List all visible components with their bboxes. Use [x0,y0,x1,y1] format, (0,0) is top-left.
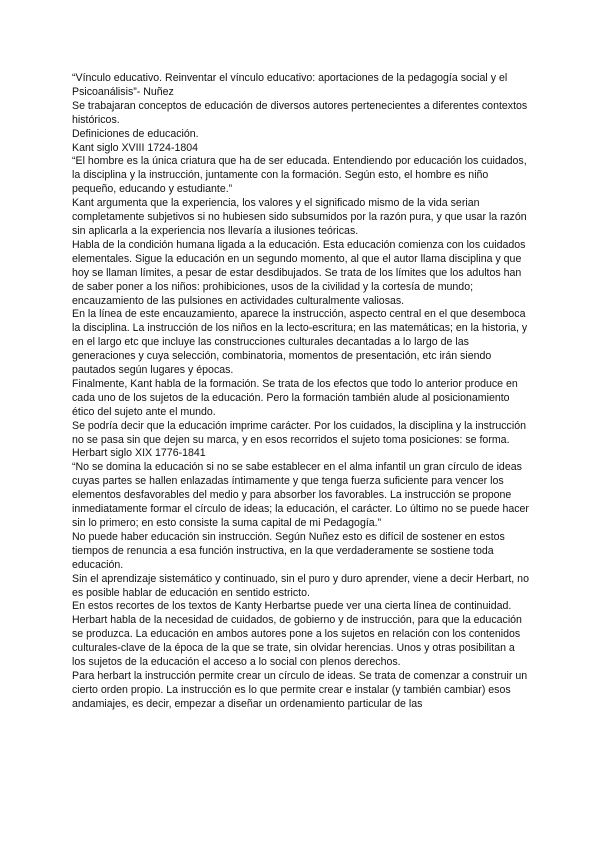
author-heading-herbart: Herbart siglo XIX 1776-1841 [72,447,206,460]
body-paragraph: En estos recortes de los textos de Kanty Herbartse puede ver una cierta línea de continuidad. Herbart habla de la necesidad de cuidados, de gobierno y de instrucción, para que la educación se produzca. La educación en ambos autores pone a los sujetos en relación con los contenidos culturales-clave de la época de la que se trate, sin olvidar herencias. Unos y otras posibilitan a los sujetos de la educación el acceso a lo social con plenos derechos. [72,600,522,669]
section-heading: Definiciones de educación. [72,127,199,140]
body-paragraph: Habla de la condición humana ligada a la educación. Esta educación comienza con los cuidados elementales. Sigue la educación en un segundo momento, al que el autor llama disciplina y que hoy se llaman límites, a pesar de estar desdibujados. Se trata de los límites que los adultos han de saber poner a los niños: prohibiciones, usos de la civilidad y la cortesía de mundo; encauzamiento de las pulsiones en actividades culturalmente valiosas. [72,238,526,307]
body-paragraph: En la línea de este encauzamiento, aparece la instrucción, aspecto central en el que desemboca la disciplina. La instrucción de los niños en la lecto-escritura; en las matemáticas; en la historia, y en el largo etc que incluye las construcciones culturales decantadas a lo largo de las generaciones y cuya selección, combinatoria, momentos de presentación, etc irán siendo pautados según lugares y épocas. [72,308,528,377]
body-paragraph: Se podría decir que la educación imprime carácter. Por los cuidados, la disciplina y la instrucción no se pasa sin que dejen su marca, y en esos recorridos el sujeto toma posiciones: se forma. [72,419,526,446]
author-heading-kant: Kant siglo XVIII 1724-1804 [72,141,199,154]
kant-quote: “El hombre es la única criatura que ha de ser educada. Entendiendo por educación los cuidados, la disciplina y la instrucción, juntamente con la formación. Según esto, el hombre es niño pequeño, educando y estudiante.” [72,155,527,196]
document-title: “Vínculo educativo. Reinventar el vínculo educativo: aportaciones de la pedagogía social y el Psicoanálisis”- Nuñez [72,72,508,98]
intro-paragraph: Se trabajaran conceptos de educación de diversos autores pertenecientes a diferentes contextos históricos. [72,99,528,126]
body-paragraph: No puede haber educación sin instrucción. Según Nuñez esto es difícil de sostener en estos tiempos de renuncia a esa función instructiva, en la que verdaderamente se sostiene toda educación. [72,530,505,571]
body-paragraph: Sin el aprendizaje sistemático y continuado, sin el puro y duro aprender, viene a decir Herbart, no es posible hablar de educación en sentido estricto. [72,572,529,599]
body-paragraph: Kant argumenta que la experiencia, los valores y el significado mismo de la vida serian completamente subjetivos si no hubiesen sido subsumidos por la razón pura, y que usar la razón sin aplicarla a la experiencia nos llevaría a ilusiones teóricas. [72,197,527,237]
body-paragraph: Finalmente, Kant habla de la formación. Se trata de los efectos que todo lo anterior produce en cada uno de los sujetos de la educación. Pero la formación también alude al posicionamiento ético del sujeto ante el mundo. [72,377,518,418]
herbart-quote: “No se domina la educación si no se sabe establecer en el alma infantil un gran círculo de ideas cuyas partes se hallen enlazadas íntimamente y que tenga fuerza suficiente para vencer los elementos desfavorables del medio y para absorber los favorables. La instrucción se propone inmediatamente formar el círculo de ideas; la educación, el carácter. Lo último no se puede hacer sin lo primero; en esto consiste la suma capital de mi Pedagogía.” [72,461,529,529]
body-paragraph: Para herbart la instrucción permite crear un círculo de ideas. Se trata de comenzar a construir un cierto orden propio. La instrucción es lo que permite crear e instalar (y también cambiar) esos andamiajes, es decir, empezar a diseñar un ordenamiento particular de las [72,669,528,710]
